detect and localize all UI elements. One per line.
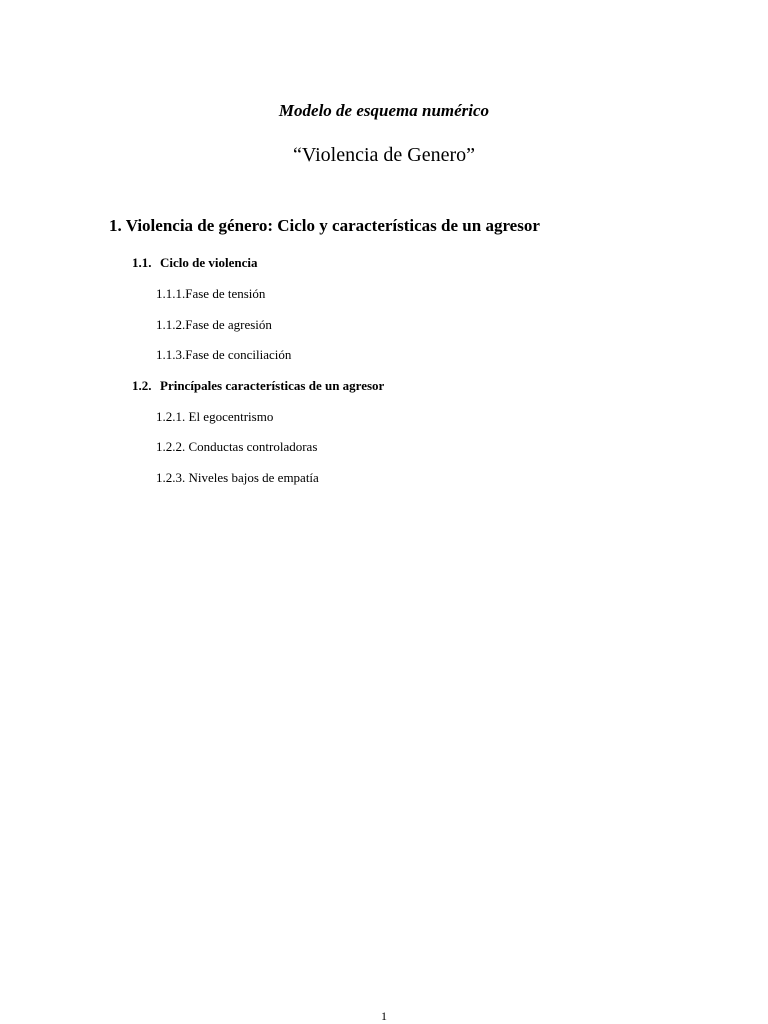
outline-item: 1.1.2.Fase de agresión bbox=[156, 317, 272, 332]
subsection-number: 1.1. bbox=[132, 255, 152, 270]
subsection-heading bbox=[132, 255, 258, 271]
document-subtitle: Modelo de esquema numérico bbox=[278, 101, 490, 120]
subsection-label: Princípales características de un agresor bbox=[160, 378, 385, 393]
outline-item: 1.1.3.Fase de conciliación bbox=[156, 347, 292, 362]
outline-item: 1.2.3. Niveles bajos de empatía bbox=[156, 470, 319, 485]
outline-item: 1.1.1.Fase de tensión bbox=[156, 286, 266, 301]
outline-item: 1.2.2. Conductas controladoras bbox=[156, 439, 318, 454]
subsection-label: Ciclo de violencia bbox=[160, 255, 258, 270]
page-number: 1 bbox=[381, 1009, 387, 1023]
document-title: “Violencia de Genero” bbox=[292, 144, 476, 166]
subsection-heading bbox=[132, 378, 384, 394]
section-heading: 1. Violencia de género: Ciclo y características de un agresor bbox=[109, 216, 540, 235]
subsection-number: 1.2. bbox=[132, 378, 152, 393]
outline-item: 1.2.1. El egocentrismo bbox=[156, 409, 274, 424]
